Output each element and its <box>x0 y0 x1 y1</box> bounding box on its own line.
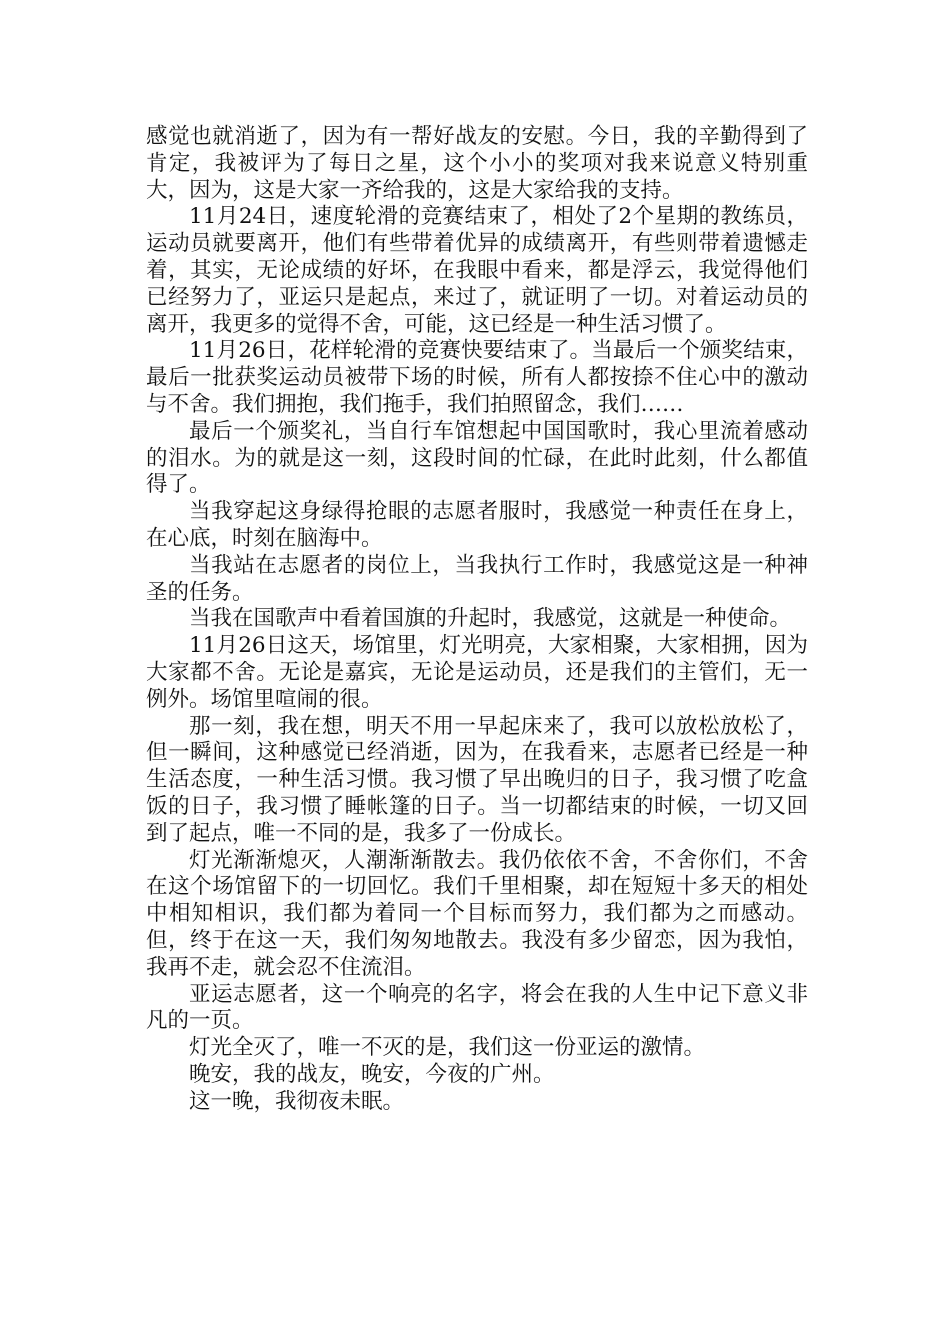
paragraph: 感觉也就消逝了，因为有一帮好战友的安慰。今日，我的辛勤得到了肯定，我被评为了每日之星，这个小小的奖项对我来说意义特别重大，因为，这是大家一齐给我的，这是大家给我的支持。 <box>146 124 808 203</box>
paragraph: 当我在国歌声中看着国旗的升起时，我感觉，这就是一种使命。 <box>189 606 792 632</box>
paragraph: 晚安，我的战友，晚安，今夜的广州。 <box>189 1061 555 1087</box>
document-body <box>146 124 808 1115</box>
paragraph: 11月26日，花样轮滑的竞赛快要结束了。当最后一个颁奖结束，最后一批获奖运动员被带下场的时候，所有人都按捺不住心中的激动与不舍。我们拥抱，我们拖手，我们拍照留念，我们…… <box>146 338 808 417</box>
paragraph: 灯光全灭了，唯一不灭的是，我们这一份亚运的激情。 <box>189 1035 706 1061</box>
paragraph: 亚运志愿者，这一个响亮的名字，将会在我的人生中记下意义非凡的一页。 <box>146 981 808 1034</box>
paragraph: 当我站在志愿者的岗位上，当我执行工作时，我感觉这是一种神圣的任务。 <box>146 552 808 605</box>
paragraph: 灯光渐渐熄灭，人潮渐渐散去。我仍依依不舍，不舍你们，不舍在这个场馆留下的一切回忆。我们千里相聚，却在短短十多天的相处中相知相识，我们都为着同一个目标而努力，我们都为之而感动。但，终于在这一天，我们匆匆地散去。我没有多少留恋，因为我怕，我再不走，就会忍不住流泪。 <box>146 847 808 980</box>
paragraph: 那一刻，我在想，明天不用一早起床来了，我可以放松放松了，但一瞬间，这种感觉已经消逝，因为，在我看来，志愿者已经是一种生活态度，一种生活习惯。我习惯了早出晚归的日子，我习惯了吃盒饭的日子，我习惯了睡帐篷的日子。当一切都结束的时候，一切又回到了起点，唯一不同的是，我多了一份成长。 <box>146 713 808 846</box>
paragraph: 当我穿起这身绿得抢眼的志愿者服时，我感觉一种责任在身上，在心底，时刻在脑海中。 <box>146 499 808 551</box>
paragraph: 这一晚，我彻夜未眠。 <box>189 1088 405 1114</box>
paragraph: 最后一个颁奖礼，当自行车馆想起中国国歌时，我心里流着感动的泪水。为的就是这一刻，这段时间的忙碌，在此时此刻，什么都值得了。 <box>146 418 808 498</box>
paragraph: 11月24日，速度轮滑的竞赛结束了，相处了2个星期的教练员，运动员就要离开，他们有些带着优异的成绩离开，有些则带着遗憾走着，其实，无论成绩的好坏，在我眼中看来，都是浮云，我觉得他们已经努力了，亚运只是起点，来过了，就证明了一切。对着运动员的离开，我更多的觉得不舍，可能，这已经是一种生活习惯了。 <box>146 204 808 337</box>
paragraph: 11月26日这天，场馆里，灯光明亮，大家相聚，大家相拥，因为大家都不舍。无论是嘉宾，无论是运动员，还是我们的主管们，无一例外。场馆里喧闹的很。 <box>146 633 808 712</box>
